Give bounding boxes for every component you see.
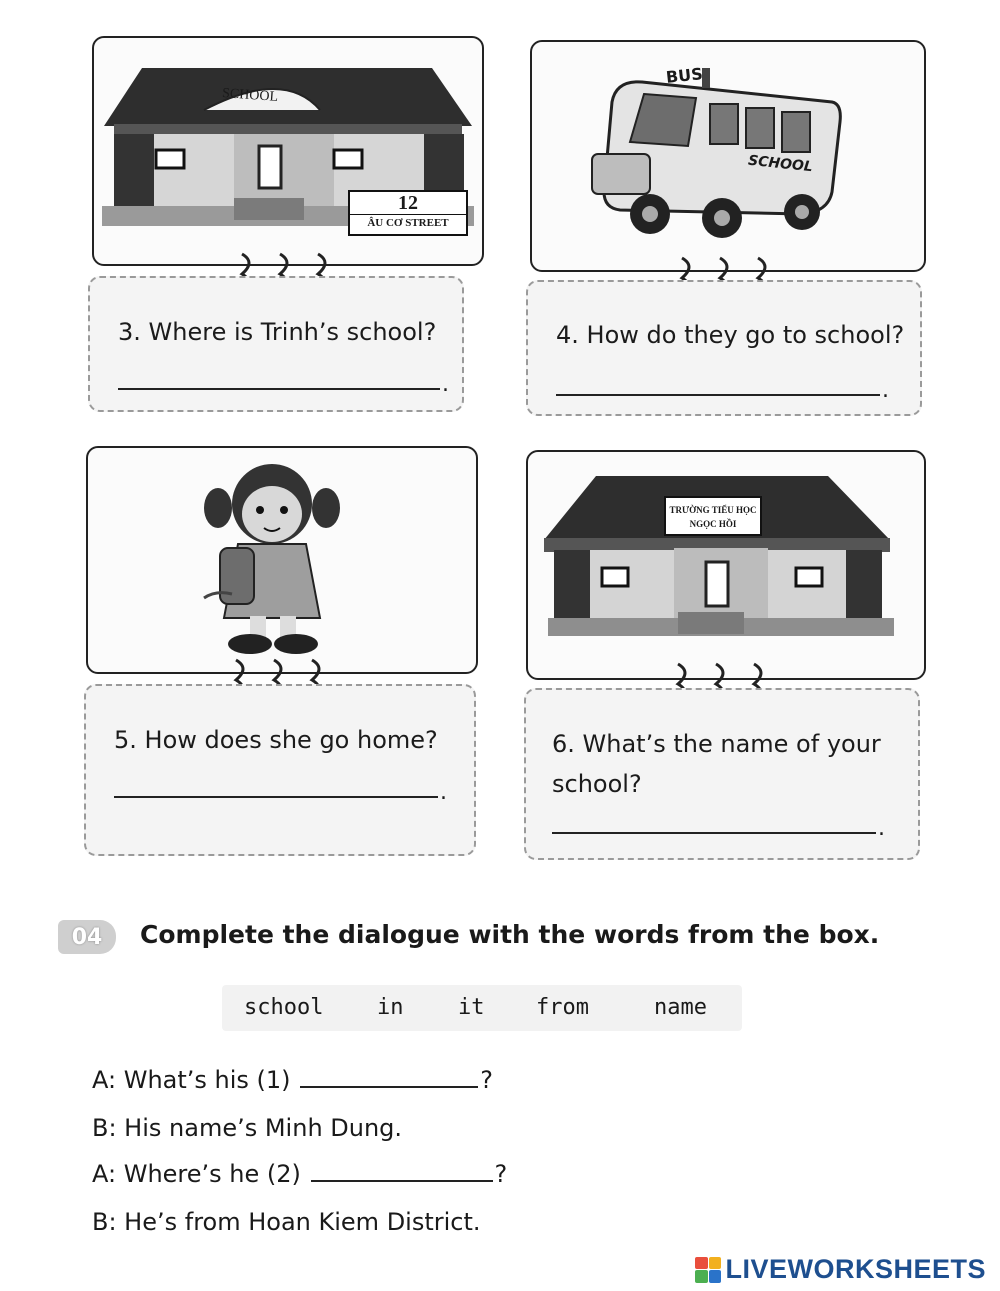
dialogue-line-1 — [92, 1066, 493, 1094]
girl-walking-illustration — [88, 448, 476, 672]
answer-period: . — [878, 816, 885, 841]
answer-field-6[interactable] — [552, 832, 876, 834]
street-plate — [348, 190, 468, 236]
village-school-illustration — [528, 452, 924, 678]
question-box-5 — [84, 684, 476, 856]
answer-period: . — [440, 780, 447, 805]
school-name-line1: TRƯỜNG TIỂU HỌC — [669, 505, 757, 515]
picture-card-bus — [530, 40, 926, 272]
answer-period: . — [442, 372, 449, 397]
dialogue-line-3-end: ? — [494, 1160, 508, 1188]
bus-label: BUS — [665, 64, 704, 87]
question-4: 4. How do they go to school? — [556, 321, 905, 349]
brand-name: LIVEWORKSHEETS — [725, 1254, 986, 1284]
answer-field-4[interactable] — [556, 394, 880, 396]
picture-card-school — [92, 36, 484, 266]
question-6-line1: 6. What’s the name of your — [552, 730, 881, 758]
word-name: name — [654, 995, 707, 1020]
liveworksheets-logo-icon — [695, 1257, 721, 1283]
plate-number: 12 — [398, 192, 418, 214]
school-name-sign — [664, 496, 762, 536]
picture-card-village-school — [526, 450, 926, 680]
dialogue-line-3 — [92, 1160, 507, 1188]
section-instruction: Complete the dialogue with the words from the box. — [140, 920, 880, 949]
answer-period: . — [882, 378, 889, 403]
answer-field-3[interactable] — [118, 388, 440, 390]
section-number-badge: 04 — [58, 920, 116, 954]
picture-card-girl — [86, 446, 478, 674]
dialogue-line-3-text: A: Where’s he (2) — [92, 1160, 301, 1188]
answer-field-5[interactable] — [114, 796, 438, 798]
bus-side-label: SCHOOL — [747, 152, 814, 176]
school-bus-illustration — [532, 42, 924, 270]
question-3: 3. Where is Trinh’s school? — [118, 318, 437, 346]
plate-street: ÂU CƠ STREET — [350, 214, 466, 231]
word-in: in — [377, 995, 404, 1020]
dialogue-line-2: B: His name’s Minh Dung. — [92, 1114, 403, 1142]
blank-1[interactable] — [300, 1086, 478, 1088]
liveworksheets-brand[interactable] — [695, 1254, 986, 1285]
question-5: 5. How does she go home? — [114, 726, 438, 754]
dialogue-line-1-end: ? — [480, 1066, 493, 1094]
school-name-line2: NGỌC HỒI — [689, 519, 737, 529]
dialogue-line-1-text: A: What’s his (1) — [92, 1066, 291, 1094]
blank-2[interactable] — [311, 1180, 493, 1182]
school-sign: SCHOOL — [221, 86, 279, 105]
word-it: it — [458, 995, 485, 1020]
question-6-line2: school? — [552, 770, 642, 798]
word-school: school — [244, 995, 324, 1020]
dialogue-line-4: B: He’s from Hoan Kiem District. — [92, 1208, 481, 1236]
word-from: from — [536, 995, 589, 1020]
